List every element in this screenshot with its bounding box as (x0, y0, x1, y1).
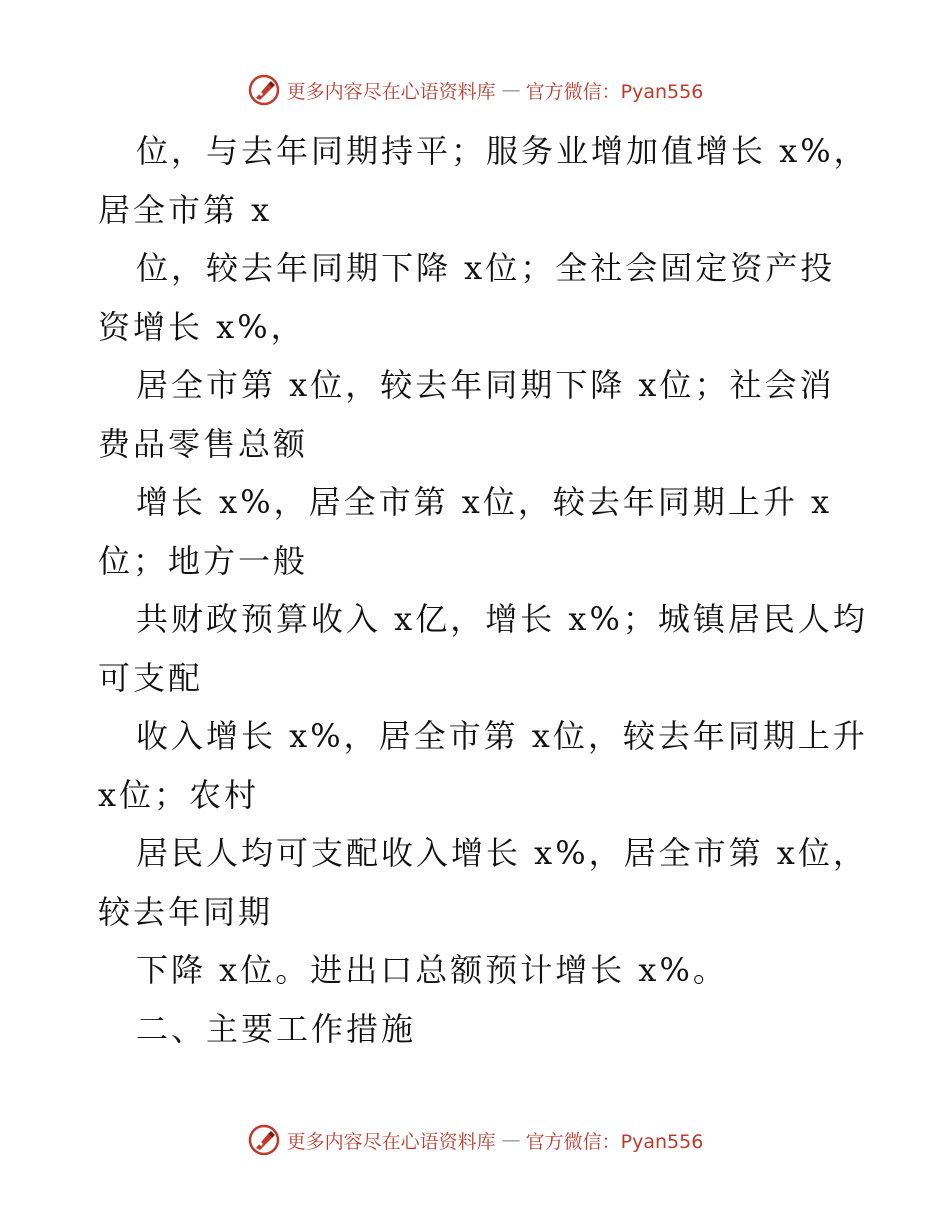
body-line: 增长 x%，居全市第 x位，较去年同期上升 x (136, 483, 833, 521)
body-line: 费品零售总额 (98, 424, 309, 463)
footer-watermark (0, 1120, 950, 1160)
body-line: 位，与去年同期持平；服务业增加值增长 x%， (136, 132, 869, 170)
body-line: x位；农村 (98, 775, 260, 814)
body-line: 位；地方一般 (98, 541, 309, 580)
body-line: 资增长 x%， (98, 307, 306, 346)
body-line: 居民人均可支配收入增长 x%，居全市第 x位， (136, 834, 868, 872)
body-line: 下降 x位。进出口总额预计增长 x%。 (136, 951, 728, 989)
body-line: 位，较去年同期下降 x位；全社会固定资产投 (136, 249, 836, 287)
section-heading: 二、主要工作措施 (136, 1009, 417, 1048)
body-line: 收入增长 x%，居全市第 x位，较去年同期上升 (136, 717, 868, 755)
document-body (98, 122, 869, 1058)
body-line: 居全市第 x位，较去年同期下降 x位；社会消 (136, 366, 835, 404)
pen-nib-logo-icon (247, 73, 281, 107)
body-line: 可支配 (98, 658, 204, 697)
pen-nib-logo-icon (247, 1123, 281, 1157)
body-line: 较去年同期 (98, 892, 274, 931)
body-line: 居全市第 x (98, 190, 273, 229)
body-line: 共财政预算收入 x亿，增长 x%；城镇居民人均 (136, 600, 868, 638)
watermark-dash: — (501, 79, 520, 101)
watermark-dash: — (501, 1129, 520, 1151)
watermark-contact-text: 官方微信：Pyan556 (525, 1130, 704, 1153)
watermark-contact-text: 官方微信：Pyan556 (525, 80, 704, 103)
header-watermark (0, 70, 950, 110)
watermark-main-text: 更多内容尽在心语资料库 (286, 80, 496, 103)
watermark-main-text: 更多内容尽在心语资料库 (286, 1130, 496, 1153)
